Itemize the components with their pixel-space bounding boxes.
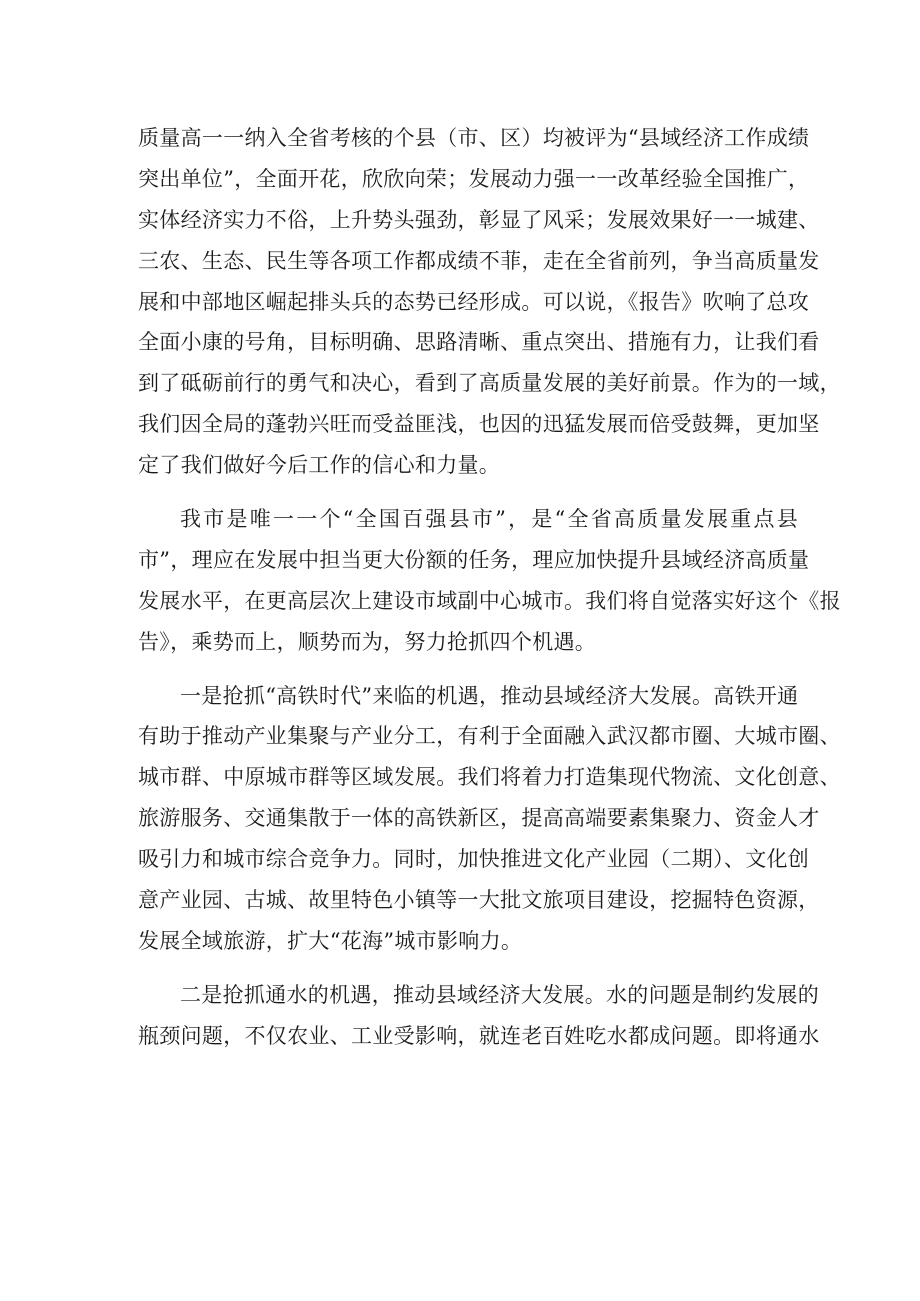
paragraph-4: [138, 975, 820, 1057]
paragraph-2: [138, 499, 841, 663]
text-line: 到了砥砺前行的勇气和决心，看到了高质量发展的美好前景。作为的一域，: [138, 371, 841, 396]
text-line: 市”，理应在发展中担当更大份额的任务，理应加快提升县域经济高质量: [138, 547, 810, 572]
paragraph-spacer: [138, 962, 798, 975]
text-line: 突出单位”，全面开花，欣欣向荣；发展动力强一一改革经验全国推广，: [138, 166, 810, 191]
text-line: 三农、生态、民生等各项工作都成绩不菲，走在全省前列，争当高质量发: [138, 248, 820, 273]
text-line: 吸引力和城市综合竞争力。同时，加快推进文化产业园（二期）、文化创: [138, 847, 810, 872]
text-line: 展和中部地区崛起排头兵的态势已经形成。可以说，《报告》吹响了总攻: [138, 289, 810, 314]
text-line: 有助于推动产业集聚与产业分工，有利于全面融入武汉都市圈、大城市圈、: [138, 724, 841, 749]
text-line: 城市群、中原城市群等区域发展。我们将着力打造集现代物流、文化创意、: [138, 765, 841, 790]
text-line: 发展水平，在更高层次上建设市域副中心城市。我们将自觉落实好这个《报: [138, 588, 841, 613]
text-line: 实体经济实力不俗，上升势头强劲，彰显了风采；发展效果好一一城建、: [138, 207, 820, 232]
text-line: 二是抢抓通水的机遇，推动县域经济大发展。水的问题是制约发展的: [180, 982, 819, 1007]
text-line: 告》，乘势而上，顺势而为，努力抢抓四个机遇。: [138, 629, 597, 654]
paragraph-spacer: [138, 663, 798, 676]
text-line: 定了我们做好今后工作的信心和力量。: [138, 453, 501, 478]
document-body: [138, 118, 841, 1057]
text-line: 我们因全局的蓬勃兴旺而受益匪浅，也因的迅猛发展而倍受鼓舞，更加坚: [138, 412, 820, 437]
text-line: 全面小康的号角，目标明确、思路清晰、重点突出、措施有力，让我们看: [138, 330, 820, 355]
text-line: 一是抢抓“高铁时代”来临的机遇，推动县域经济大发展。高铁开通: [180, 683, 799, 708]
text-line: 质量高一一纳入全省考核的个县（市、区）均被评为“县域经济工作成绩: [138, 126, 810, 150]
paragraph-1: [138, 118, 841, 486]
text-line: 旅游服务、交通集散于一体的高铁新区，提高高端要素集聚力、资金人才: [138, 806, 820, 831]
text-line: 瓶颈问题，不仅农业、工业受影响，就连老百姓吃水都成问题。即将通水: [138, 1023, 820, 1048]
text-line: 我市是唯一一个“全国百强县市”，是“全省高质量发展重点县: [180, 507, 798, 532]
paragraph-3: [138, 676, 841, 962]
paragraph-spacer: [138, 486, 798, 499]
text-line: 意产业园、古城、故里特色小镇等一大批文旅项目建设，挖掘特色资源，: [138, 888, 820, 913]
text-line: 发展全域旅游，扩大“花海”城市影响力。: [138, 928, 523, 953]
